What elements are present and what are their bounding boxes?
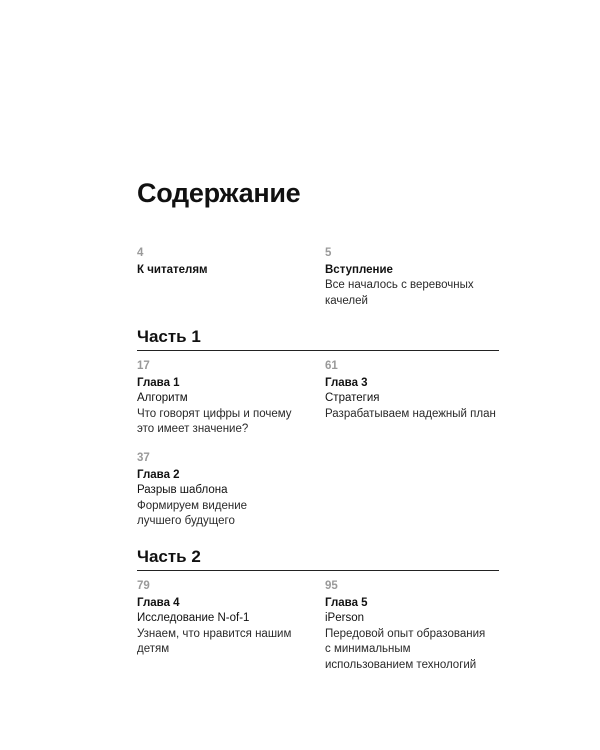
toc-entry-chapter-4[interactable]: [137, 579, 312, 658]
page-number: 95: [325, 580, 338, 592]
part-2-heading-block: [137, 547, 499, 571]
chapter-description: Разрабатываем надежный план: [325, 407, 496, 420]
toc-entry-chapter-3[interactable]: [325, 359, 500, 422]
toc-entry-introduction[interactable]: [325, 246, 500, 309]
chapter-label: Глава 4: [137, 596, 180, 609]
entry-title: Вступление: [325, 263, 393, 276]
chapter-description: Узнаем, что нравится нашим детям: [137, 627, 292, 655]
chapter-description: Что говорят цифры и почему это имеет значение?: [137, 407, 292, 435]
page-title: Содержание: [137, 178, 301, 208]
toc-entry-chapter-2[interactable]: [137, 451, 312, 530]
page-number: 17: [137, 360, 150, 372]
toc-entry-chapter-1[interactable]: [137, 359, 312, 438]
chapter-title: Алгоритм: [137, 392, 188, 404]
chapter-label: Глава 5: [325, 596, 368, 609]
chapter-title: Исследование N-of-1: [137, 612, 250, 624]
part-heading: Часть 2: [137, 547, 499, 571]
toc-entry-chapter-5[interactable]: [325, 579, 500, 673]
chapter-label: Глава 3: [325, 376, 368, 389]
chapter-description: Передовой опыт образования с минимальным использованием технологий: [325, 627, 486, 671]
page-number: 4: [137, 247, 144, 259]
part-1-heading-block: [137, 327, 499, 351]
entry-title: К читателям: [137, 263, 208, 276]
chapter-title: Стратегия: [325, 392, 380, 404]
part-heading: Часть 1: [137, 327, 499, 351]
page-number: 61: [325, 360, 338, 372]
page-number: 5: [325, 247, 332, 259]
chapter-label: Глава 2: [137, 468, 180, 481]
chapter-label: Глава 1: [137, 376, 180, 389]
page-number: 37: [137, 452, 150, 464]
chapter-title: Разрыв шаблона: [137, 484, 228, 496]
entry-description: Все началось с веревочных качелей: [325, 279, 474, 307]
chapter-description: Формируем видение лучшего будущего: [137, 499, 248, 527]
page-number: 79: [137, 580, 150, 592]
chapter-title: iPerson: [325, 612, 364, 624]
toc-entry-readers[interactable]: [137, 246, 312, 278]
